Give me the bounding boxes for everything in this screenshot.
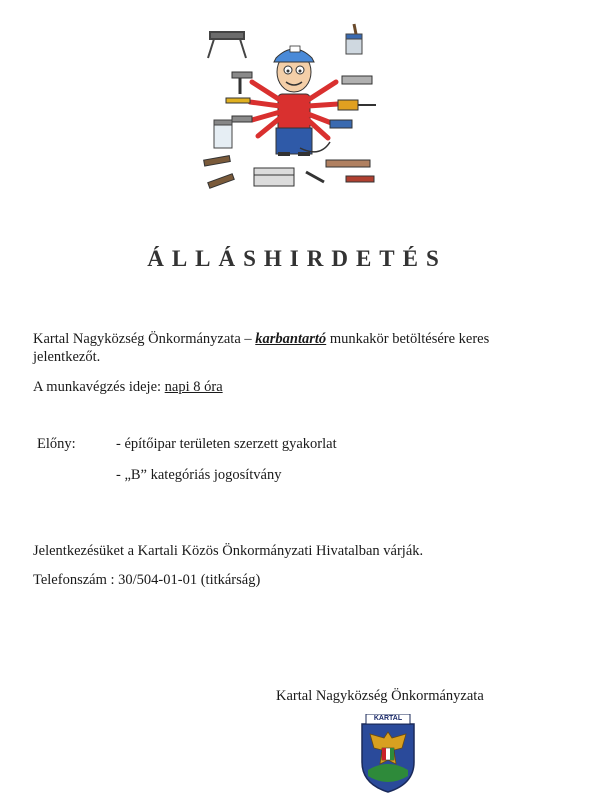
hours-label: A munkavégzés ideje: xyxy=(33,379,165,395)
intro-after: munkakör betöltésére keres jelentkezőt. xyxy=(33,331,490,365)
advantage-item: - „B” kategóriás jogosítvány xyxy=(116,467,282,483)
job-role: karbantartó xyxy=(255,331,327,347)
advantage-item: - építőipar területen szerzett gyakorlat xyxy=(116,436,337,452)
hours-value: napi 8 óra xyxy=(164,379,223,395)
phone-number: Telefonszám : 30/504-01-01 (titkárság) xyxy=(33,572,261,588)
application-info: Jelentkezésüket a Kartali Közös Önkormányzati Hivatalban várják. xyxy=(33,543,424,559)
crest-label: KARTAL xyxy=(373,715,403,722)
page-title: ÁLLÁSHIRDETÉS xyxy=(147,246,447,271)
advantage-label: Előny: xyxy=(37,436,76,452)
signature: Kartal Nagyközség Önkormányzata xyxy=(276,688,484,704)
handyman-with-tools-icon xyxy=(196,20,392,198)
work-hours xyxy=(33,378,223,396)
job-intro xyxy=(33,330,553,366)
kartal-coat-of-arms-icon xyxy=(360,714,416,794)
intro-before: Kartal Nagyközség Önkormányzata – xyxy=(33,331,256,347)
